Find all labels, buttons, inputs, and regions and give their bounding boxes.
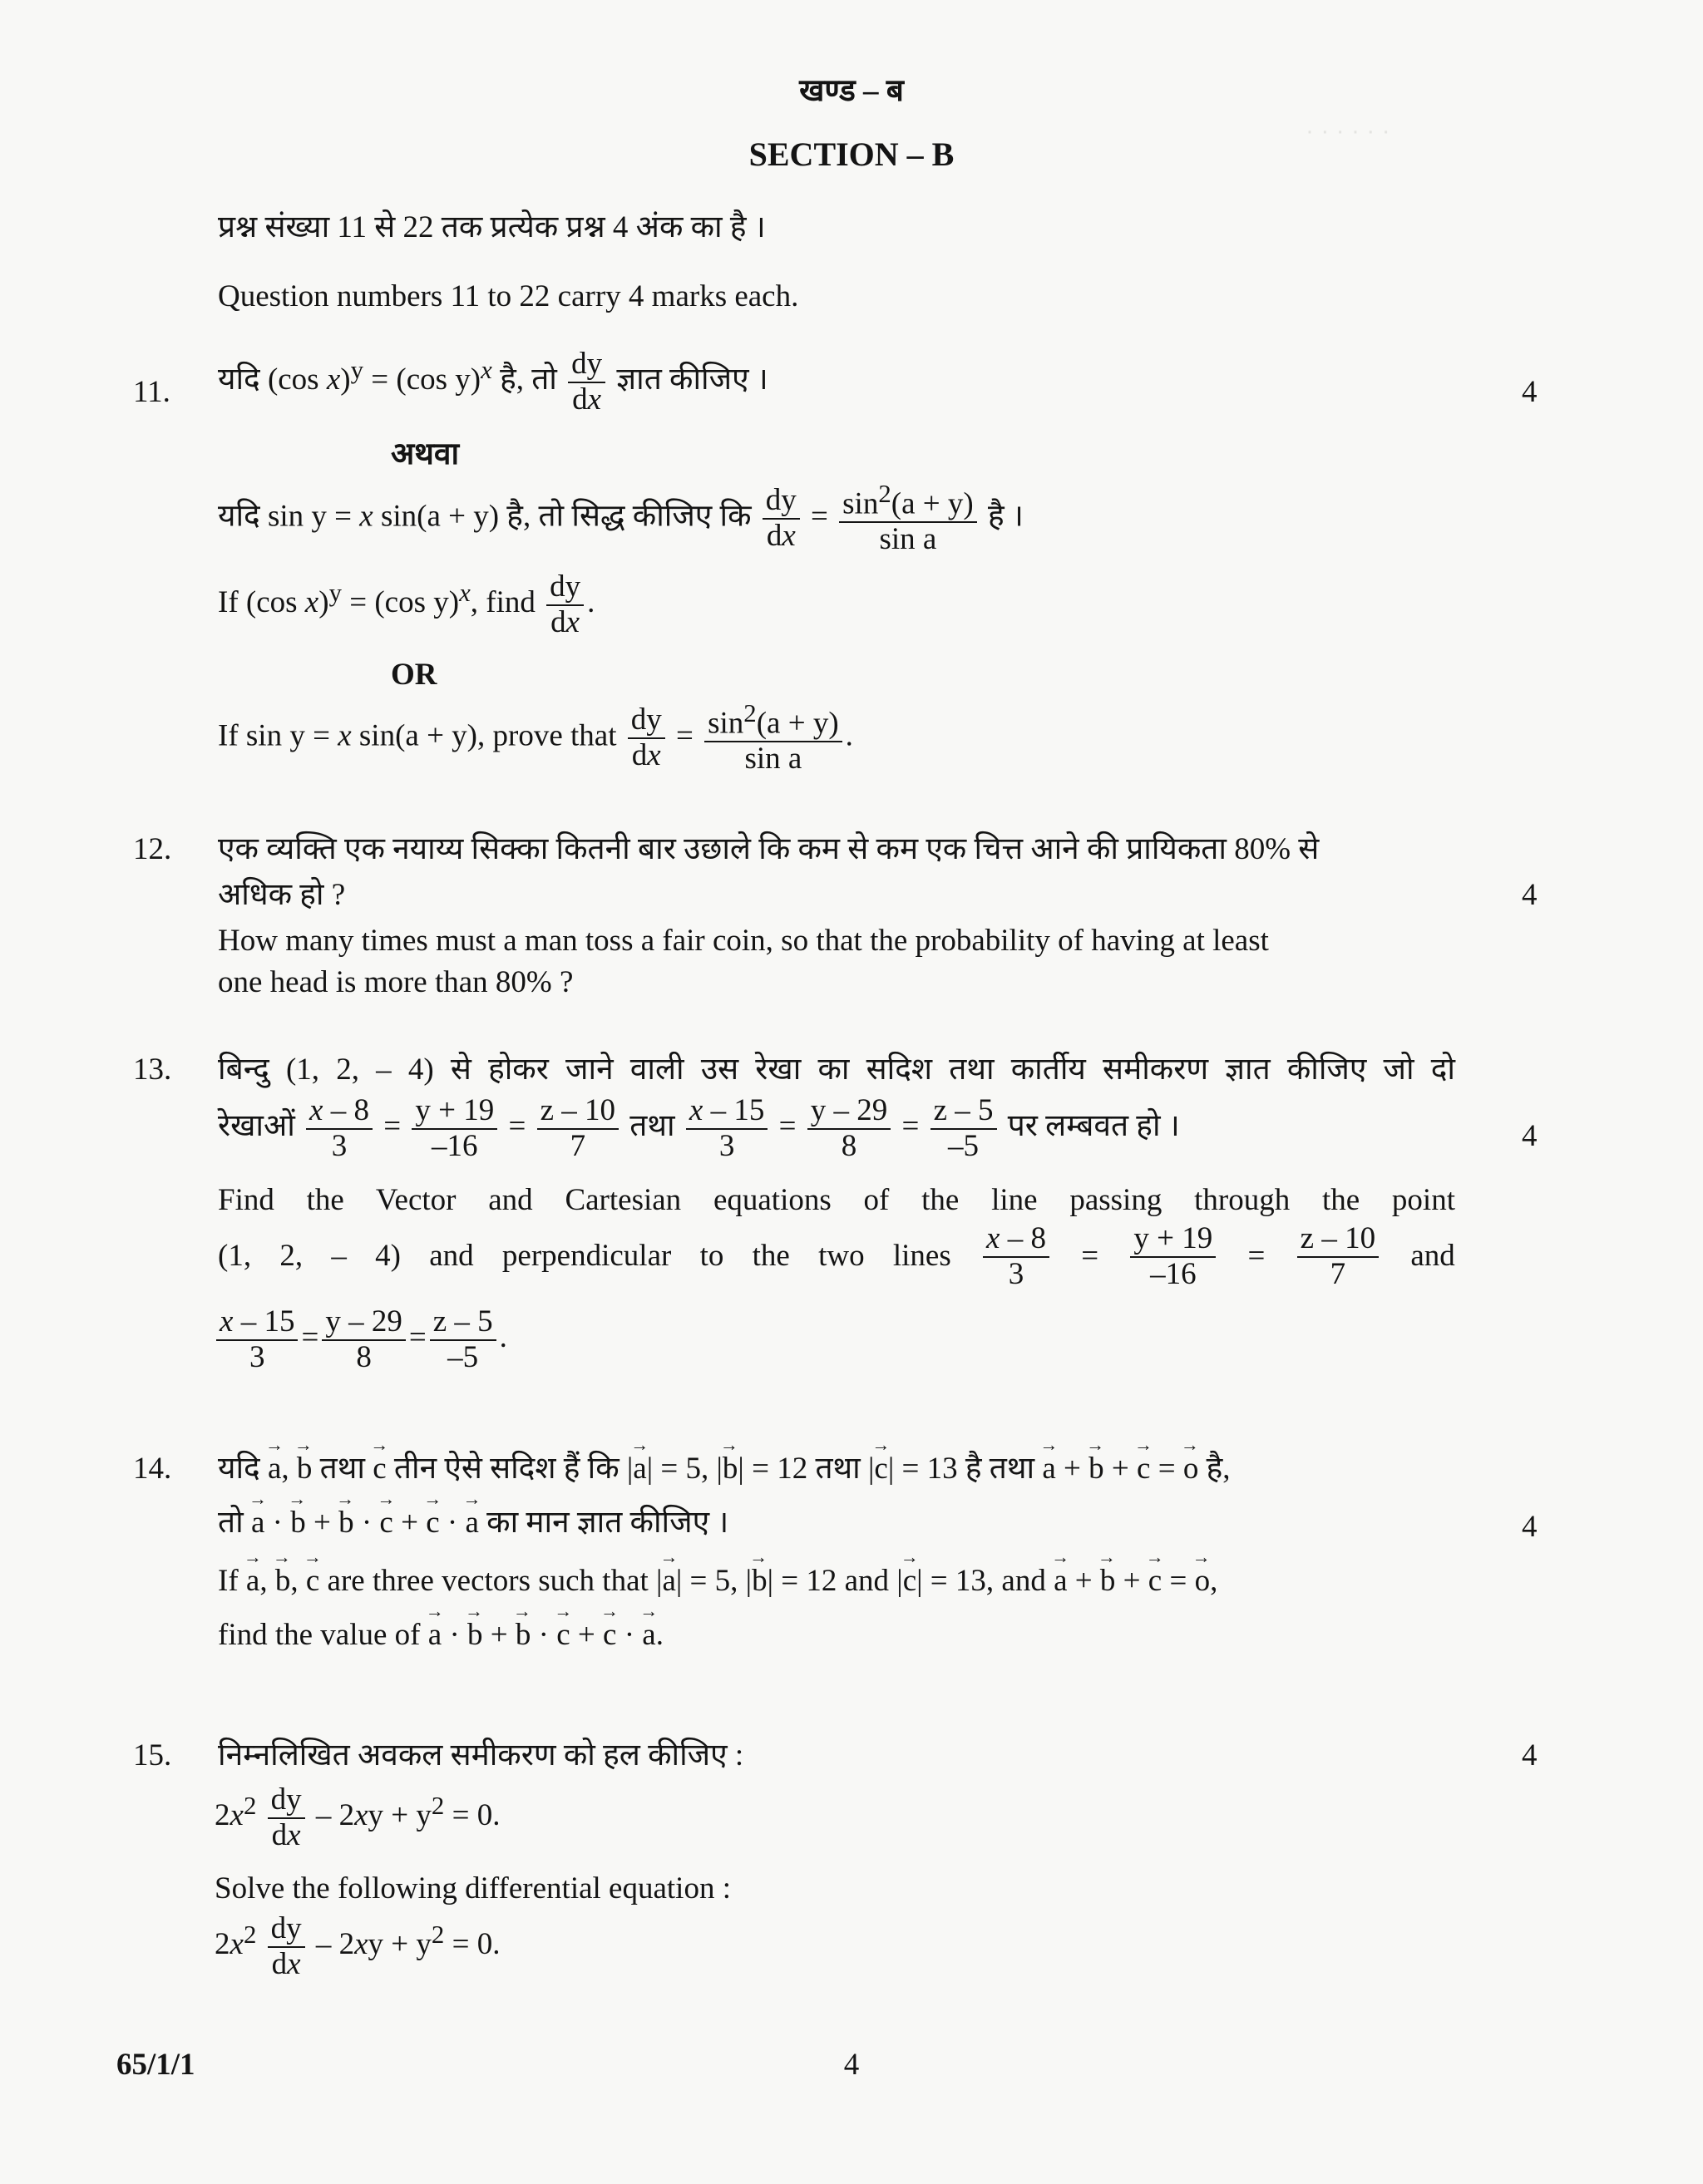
q15-english: Solve the following differential equation : (215, 1871, 731, 1905)
q13-marks: 4 (1522, 1119, 1538, 1153)
q12-number: 12. (133, 832, 172, 866)
instruction-hindi: प्रश्न संख्या 11 से 22 तक प्रत्येक प्रश्न 4 अंक का है । (218, 210, 766, 244)
q13-english-line3: $\frac{x - 15}{3}$ = $\frac{y - 29}{8}$ = $\frac{z - 5}{-5}$ . (213, 1305, 507, 1374)
q15-number: 15. (133, 1738, 172, 1772)
instruction-english: Question numbers 11 to 22 carry 4 marks each. (218, 279, 799, 313)
q14-english-line2: find the value of → a · → b + → b · → c + → c · → a. (218, 1617, 664, 1654)
q15-hindi: निम्नलिखित अवकल समीकरण को हल कीजिए : (218, 1738, 744, 1772)
q14-hindi-line2: तो → a · → b + → b · → c + → c · → a का मान ज्ञात कीजिए । (218, 1505, 728, 1541)
page-number: 4 (843, 2048, 860, 2082)
q11-hindi-statement: यदि (cos x)$^y$ = (cos y)$^x$ है, तो $\frac{dy}{dx}$ ज्ञात कीजिए । (218, 347, 768, 417)
q11-or-english: OR (391, 658, 437, 692)
q13-number: 13. (133, 1053, 172, 1087)
q12-english-line2: one head is more than 80% ? (218, 965, 574, 999)
q14-number: 14. (133, 1452, 172, 1486)
section-title: SECTION – B (748, 136, 955, 173)
hindi-section-title: खण्ड – ब (799, 74, 904, 108)
q11-marks: 4 (1522, 375, 1538, 409)
q15-equation-hindi: $2x^2$ $\frac{dy}{dx}$ – $2xy + y^2 = 0$. (215, 1782, 501, 1852)
q14-marks: 4 (1522, 1510, 1538, 1544)
q15-marks: 4 (1522, 1738, 1538, 1772)
q14-english-line1: If → a, → b, → c are three vectors such that |→ a| = 5, |→ b| = 12 and |→ c| = 13, and → a + → b + → c = → o, (218, 1563, 1217, 1600)
q14-hindi-line1: यदि → a, → b तथा → c तीन ऐसे सदिश हैं कि |→ a| = 5, |→ b| = 12 तथा |→ c| = 13 है तथा → a + → b + → c = → o है, (218, 1451, 1231, 1487)
q15-equation-english: $2x^2$ $\frac{dy}{dx}$ – $2xy + y^2 = 0$. (215, 1911, 501, 1981)
q12-hindi-line1: एक व्यक्ति एक नयाय्य सिक्का कितनी बार उछाले कि कम से कम एक चित्त आने की प्रायिकता 80% से (218, 832, 1320, 866)
q12-hindi-line2: अधिक हो ? (218, 878, 346, 912)
q11-hindi-alt: यदि sin y = x sin(a + y) है, तो सिद्ध कीजिए कि $\frac{dy}{dx}$ = $\frac{\sin^2(a + y)}{\text{sin a}}$ है । (218, 480, 1024, 557)
q11-english-alt: If sin y = x sin(a + y), prove that $\frac{dy}{dx}$ = $\frac{\sin^2(a + y)}{\text{sin a}}$ . (218, 699, 853, 776)
bleed-through-text: · · · · · · (1306, 117, 1390, 145)
q13-english-line1: Find the Vector and Cartesian equations of the line passing through the point (218, 1183, 1455, 1217)
q13-english-line2: (1, 2, – 4) and perpendicular to the two lines $\frac{x - 8}{3}$ = $\frac{y + 19}{-16}$ = $\frac{z - 10}{7}$ and (218, 1221, 1455, 1291)
q11-number: 11. (133, 375, 170, 409)
q11-or-hindi: अथवा (391, 437, 460, 471)
q13-hindi-line2: रेखाओं $\frac{x - 8}{3}$ = $\frac{y + 19}{-16}$ = $\frac{z - 10}{7}$ तथा $\frac{x - 15}{3}$ = $\frac{y - 29}{8}$ = $\frac{z - 5}{-5}$ पर लम्बवत हो । (218, 1093, 1180, 1163)
q13-hindi-line1: बिन्दु (1, 2, – 4) से होकर जाने वाली उस रेखा का सदिश तथा कार्तीय समीकरण ज्ञात कीजिए जो दो (218, 1053, 1455, 1087)
paper-code: 65/1/1 (116, 2048, 195, 2082)
q12-english-line1: How many times must a man toss a fair coin, so that the probability of having at least (218, 924, 1269, 958)
q12-marks: 4 (1522, 878, 1538, 912)
q11-english-statement: If (cos x)$^y$ = (cos y)$^x$, find $\frac{dy}{dx}$ . (218, 569, 595, 639)
